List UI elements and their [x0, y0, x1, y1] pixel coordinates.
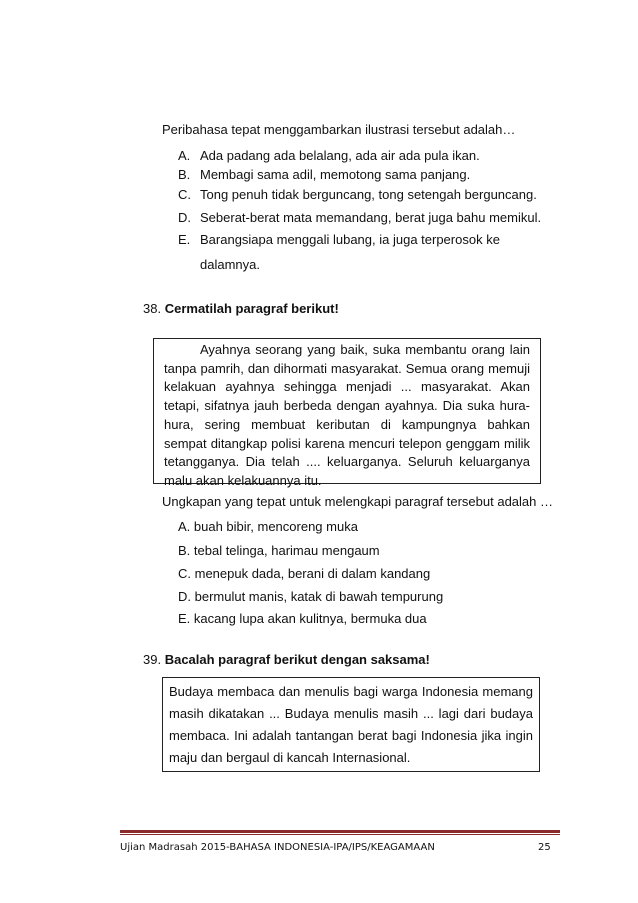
q38-passage-box — [153, 338, 541, 488]
passage-text: Budaya membaca dan menulis bagi warga Indonesia memang masih dikatakan ... Budaya menulis masih ... lagi dari budaya membaca. Ini adalah tantangan berat bagi Indonesia jika ingin maju dan bergaul di kancah Internasional. — [169, 684, 533, 765]
q38-option-a: A. buah bibir, mencoreng muka — [178, 519, 358, 534]
footer-rule-thin — [120, 834, 560, 835]
footer-rule-thick — [120, 830, 560, 833]
question-instruction: Cermatilah paragraf berikut! — [164, 301, 339, 316]
q37-option-a — [178, 148, 480, 163]
q38-option-e: E. kacang lupa akan kulitnya, bermuka dua — [178, 611, 427, 626]
passage-text: Ayahnya seorang yang baik, suka membantu orang lain tanpa pamrih, dan dihormati masyarakat. Semua orang memuji kelakuan ayahnya sehingga menjadi ... masyarakat. Akan tetapi, sifatnya jauh berbeda dengan ayahnya. Dia suka hura-hura, sering membuat keributan di kampungnya bahkan sempat ditangkap polisi karena mencuri telepon genggam milik tetangganya. Dia telah .... keluarganya. Seluruh keluarganya malu akan kelakuannya itu. — [164, 342, 530, 488]
q38-option-d: D. bermulut manis, katak di bawah tempurung — [178, 589, 444, 604]
q39-heading — [143, 652, 430, 667]
option-letter: B. — [178, 167, 191, 182]
option-letter: D. — [178, 210, 191, 225]
page-number: 25 — [538, 842, 551, 853]
q39-passage-box — [162, 677, 540, 772]
q37-stem: Peribahasa tepat menggambarkan ilustrasi tersebut adalah… — [162, 122, 516, 137]
question-number: 38. — [143, 301, 162, 316]
q38-stem: Ungkapan yang tepat untuk melengkapi paragraf tersebut adalah … — [162, 494, 553, 509]
question-instruction: Bacalah paragraf berikut dengan saksama! — [164, 652, 430, 667]
q37-option-e — [178, 232, 500, 247]
footer-text: Ujian Madrasah 2015-BAHASA INDONESIA-IPA/IPS/KEAGAMAAN — [120, 842, 435, 853]
option-text: Barangsiapa menggali lubang, ia juga terperosok ke — [200, 232, 500, 247]
option-letter: C. — [178, 187, 191, 202]
option-text: Ada padang ada belalang, ada air ada pula ikan. — [200, 148, 480, 163]
q37-option-c — [178, 187, 537, 202]
q37-option-b — [178, 167, 470, 182]
q38-option-c: C. menepuk dada, berani di dalam kandang — [178, 566, 431, 581]
q37-option-e-continuation: dalamnya. — [200, 257, 260, 272]
option-letter: A. — [178, 148, 191, 163]
option-text: Seberat-berat mata memandang, berat juga bahu memikul. — [200, 210, 542, 225]
q37-option-d — [178, 210, 541, 225]
option-letter: E. — [178, 232, 191, 247]
question-number: 39. — [143, 652, 162, 667]
q38-heading — [143, 301, 339, 316]
q38-option-b: B. tebal telinga, harimau mengaum — [178, 543, 380, 558]
option-text: Membagi sama adil, memotong sama panjang. — [200, 167, 471, 182]
option-text: Tong penuh tidak berguncang, tong setengah berguncang. — [200, 187, 537, 202]
